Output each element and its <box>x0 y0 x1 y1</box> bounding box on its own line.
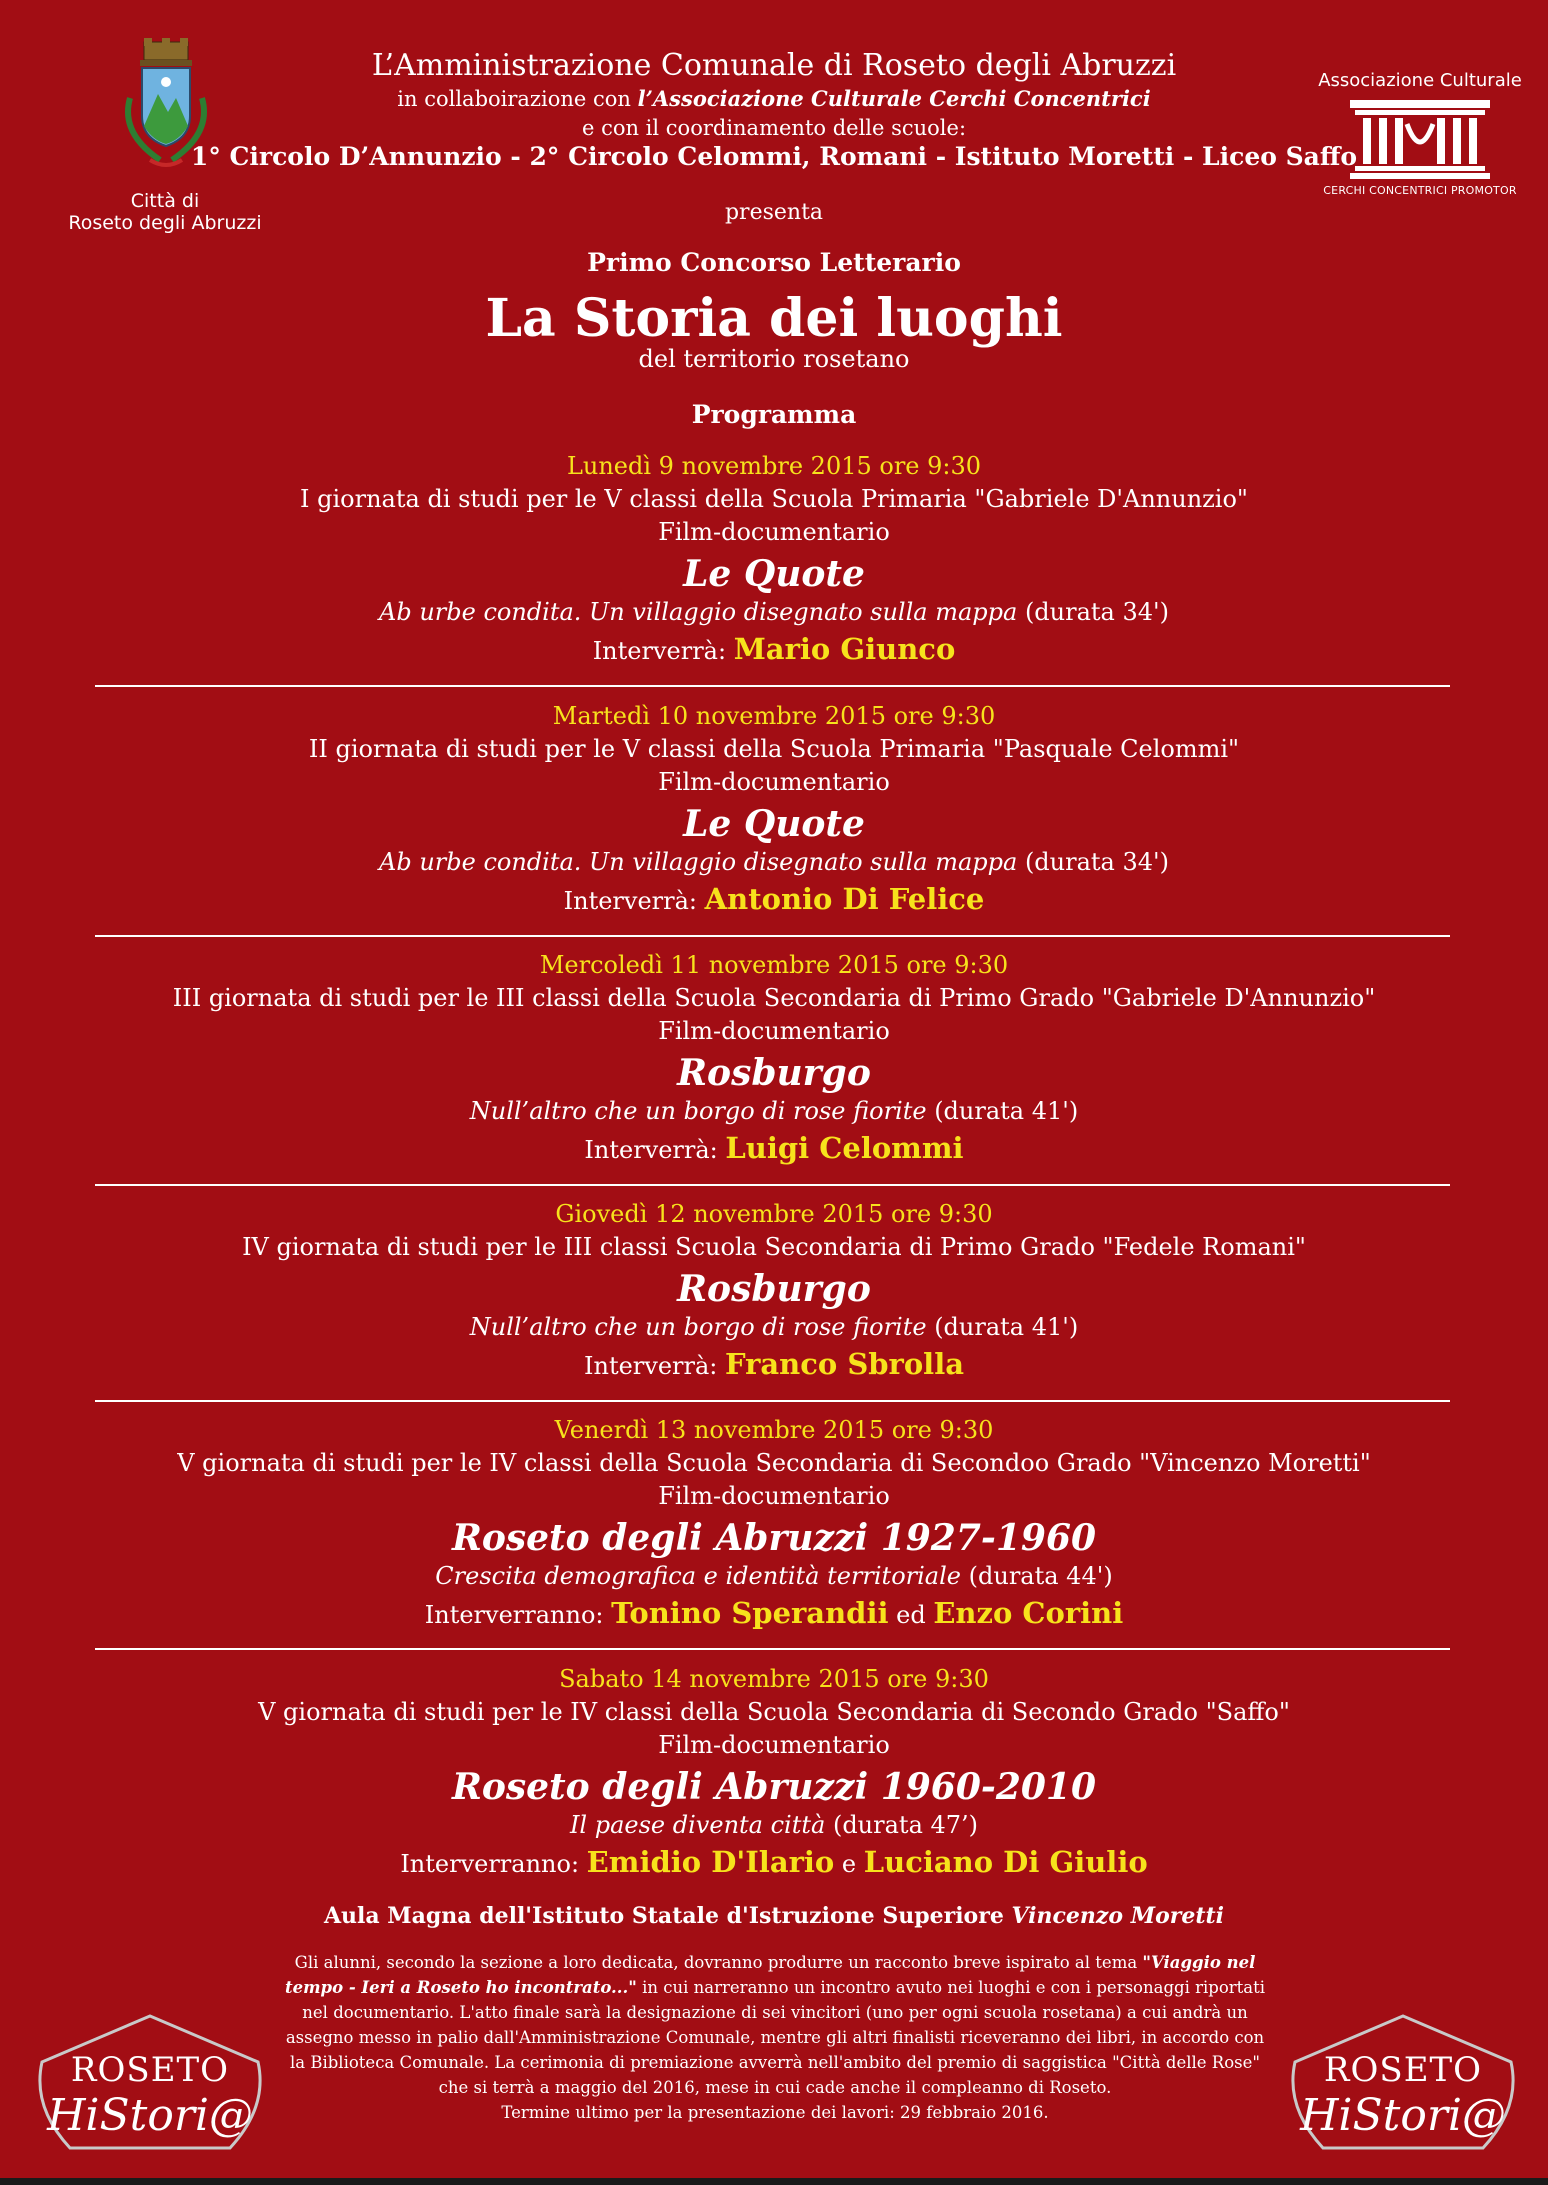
event-film-subtitle: Null’altro che un borgo di rose fiorite (durata 41') <box>469 1097 1079 1125</box>
event-film-label: Film-documentario <box>658 1731 890 1759</box>
citta-label: Città di Roseto degli Abruzzi <box>68 190 262 234</box>
event-film-title: Le Quote <box>683 553 865 595</box>
contest-note: Gli alunni, secondo la sezione a loro dedicata, dovranno produrre un racconto breve ispirato al tema "Viaggio nel tempo - Ieri a Roseto ho incontrato..." in cui narreranno un incontro avuto nei luoghi e con i personaggi riportati nel documentario. L'atto finale sarà la designazione di sei vincitori (uno per ogni scuola rosetana) a cui andrà un assegno messo in palio dall'Amministrazione Comunale, mentre gli altri finalisti riceveranno dei libri, in accordo con la Biblioteca Comunale. La cerimonia di premiazione avverrà nell'ambito del premio di saggistica "Città delle Rose" che si terrà a maggio del 2016, mese in cui cade anche il compleanno di Roseto. Termine ultimo per la presentazione dei lavori: 29 febbraio 2016. <box>284 1953 1266 2122</box>
event-date: Mercoledì 11 novembre 2015 ore 9:30 <box>539 951 1009 979</box>
deadline-line: Termine ultimo per la presentazione dei lavori: 29 febbraio 2016. <box>501 2103 1049 2122</box>
event-date: Sabato 14 novembre 2015 ore 9:30 <box>559 1665 989 1693</box>
event-date: Lunedì 9 novembre 2015 ore 9:30 <box>566 452 982 480</box>
presenta-line: presenta <box>724 200 824 225</box>
historia-logo-right: ROSETO HiStori@ <box>1283 2012 1523 2152</box>
event-description: V giornata di studi per le IV classi della Scuola Secondaria di Secondoo Grado "Vincenzo Moretti" <box>177 1449 1371 1477</box>
event-film-subtitle: Null’altro che un borgo di rose fiorite (durata 41') <box>469 1313 1079 1341</box>
event-description: IV giornata di studi per le III classi Scuola Secondaria di Primo Grado "Fedele Romani" <box>242 1233 1306 1261</box>
event-film-title: Rosburgo <box>677 1268 871 1310</box>
promotor-label: CERCHI CONCENTRICI PROMOTOR <box>1323 184 1517 197</box>
event-speakers: Interverranno: Tonino Sperandii ed Enzo Corini <box>424 1596 1124 1630</box>
divider <box>95 1400 1450 1402</box>
contest-label: Primo Concorso Letterario <box>587 248 961 277</box>
event-description: II giornata di studi per le V classi della Scuola Primaria "Pasquale Celommi" <box>308 735 1240 763</box>
divider <box>95 935 1450 937</box>
collab-line: in collaboirazione con l’Associazione Culturale Cerchi Concentrici <box>397 86 1151 111</box>
page-subtitle: del territorio rosetano <box>638 345 910 373</box>
event-film-title: Le Quote <box>683 803 865 845</box>
event-film-subtitle: Ab urbe condita. Un villaggio disegnato sulla mappa (durata 34') <box>379 848 1169 876</box>
page-title: La Storia dei luoghi <box>485 288 1063 349</box>
event-date: Giovedì 12 novembre 2015 ore 9:30 <box>555 1200 993 1228</box>
event-speakers: Interverrà: Luigi Celommi <box>584 1131 964 1165</box>
divider <box>95 685 1450 687</box>
bottom-border <box>0 2178 1548 2185</box>
event-film-label: Film-documentario <box>658 518 890 546</box>
event-film-title: Roseto degli Abruzzi 1927-1960 <box>451 1517 1097 1559</box>
event-date: Martedì 10 novembre 2015 ore 9:30 <box>552 702 996 730</box>
event-speakers: Interverranno: Emidio D'Ilario e Luciano Di Giulio <box>400 1845 1148 1879</box>
event-film-title: Roseto degli Abruzzi 1960-2010 <box>451 1766 1097 1808</box>
admin-line: L’Amministrazione Comunale di Roseto degli Abruzzi <box>371 48 1177 83</box>
event-description: I giornata di studi per le V classi della Scuola Primaria "Gabriele D'Annunzio" <box>300 485 1248 513</box>
schools-line: 1° Circolo D’Annunzio - 2° Circolo Celommi, Romani - Istituto Moretti - Liceo Saffo <box>190 142 1358 171</box>
event-speakers: Interverrà: Mario Giunco <box>592 632 956 666</box>
coord-line: e con il coordinamento delle scuole: <box>581 116 967 140</box>
historia-logo-left: ROSETO HiStori@ <box>30 2012 270 2152</box>
event-speakers: Interverrà: Antonio Di Felice <box>563 882 985 916</box>
event-description: V giornata di studi per le IV classi della Scuola Secondaria di Secondo Grado "Saffo" <box>258 1698 1290 1726</box>
event-speakers: Interverrà: Franco Sbrolla <box>584 1347 964 1381</box>
event-film-label: Film-documentario <box>658 768 890 796</box>
event-film-label: Film-documentario <box>658 1482 890 1510</box>
event-film-label: Film-documentario <box>658 1017 890 1045</box>
assoc-label: Associazione Culturale <box>1318 70 1522 91</box>
event-film-subtitle: Crescita demografica e identità territoriale (durata 44') <box>435 1562 1113 1590</box>
divider <box>95 1184 1450 1186</box>
event-film-title: Rosburgo <box>677 1052 871 1094</box>
event-film-subtitle: Ab urbe condita. Un villaggio disegnato sulla mappa (durata 34') <box>379 598 1169 626</box>
event-film-subtitle: Il paese diventa città (durata 47’) <box>569 1811 979 1839</box>
programma-heading: Programma <box>691 400 857 429</box>
divider <box>95 1648 1450 1650</box>
event-description: III giornata di studi per le III classi della Scuola Secondaria di Primo Grado "Gabriele D'Annunzio" <box>172 984 1376 1012</box>
venue-line: Aula Magna dell'Istituto Statale d'Istruzione Superiore Vincenzo Moretti <box>323 1903 1225 1929</box>
event-date: Venerdì 13 novembre 2015 ore 9:30 <box>554 1416 994 1444</box>
